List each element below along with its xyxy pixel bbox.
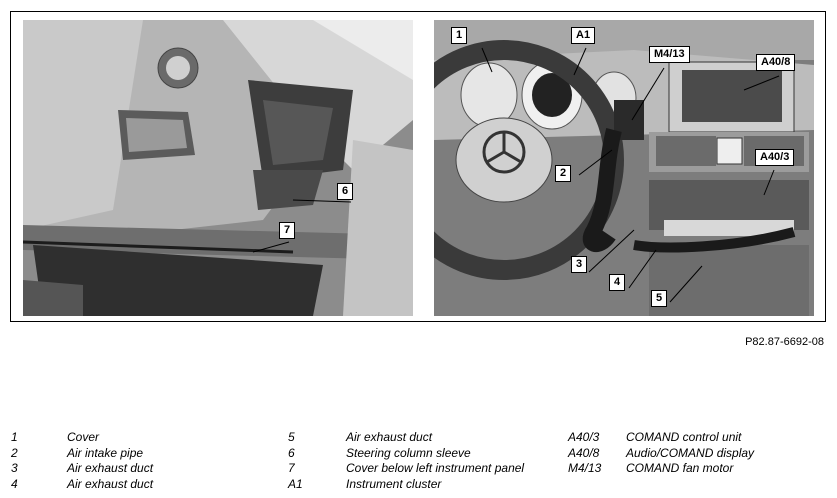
legend-desc: Air exhaust duct: [67, 476, 154, 491]
callout-6: 6: [337, 183, 353, 200]
legend-desc: COMAND fan motor: [626, 461, 734, 475]
callout-3: 3: [571, 256, 587, 273]
callout-7: 7: [279, 222, 295, 239]
legend-key: 1: [11, 430, 18, 444]
legend-desc: Air exhaust duct: [346, 430, 433, 444]
callout-A40-3: A40/3: [755, 149, 794, 166]
callout-1: 1: [451, 27, 467, 44]
figure-reference: P82.87-6692-08: [745, 336, 824, 348]
photo-steering-column: [23, 20, 413, 316]
callout-A40-8: A40/8: [756, 54, 795, 71]
legend-key: 5: [288, 430, 295, 444]
legend-key: 4: [11, 476, 18, 491]
callout-4: 4: [609, 274, 625, 291]
callout-A1: A1: [571, 27, 595, 44]
legend-desc: Instrument cluster: [346, 476, 442, 491]
legend-key: 2: [11, 445, 18, 460]
callout-2: 2: [555, 165, 571, 182]
legend-desc: COMAND control unit: [626, 430, 742, 444]
legend-key: A40/8: [568, 445, 600, 460]
legend-desc: Cover: [67, 430, 100, 444]
legend-key: 3: [11, 461, 18, 475]
legend-key: M4/13: [568, 461, 602, 475]
legend-desc: Air intake pipe: [67, 445, 144, 460]
callout-5: 5: [651, 290, 667, 307]
legend-desc: Audio/COMAND display: [626, 445, 755, 460]
legend-desc: Steering column sleeve: [346, 445, 471, 460]
figure-frame: [10, 11, 826, 322]
legend-key: A1: [288, 476, 303, 491]
legend-key: 6: [288, 445, 295, 460]
steering-column-illustration: [23, 20, 413, 316]
legend-key: 7: [288, 461, 295, 475]
legend-desc: Cover below left instrument panel: [346, 461, 525, 475]
legend-key: A40/3: [568, 430, 600, 444]
callout-M4-13: M4/13: [649, 46, 690, 63]
legend-desc: Air exhaust duct: [67, 461, 154, 475]
